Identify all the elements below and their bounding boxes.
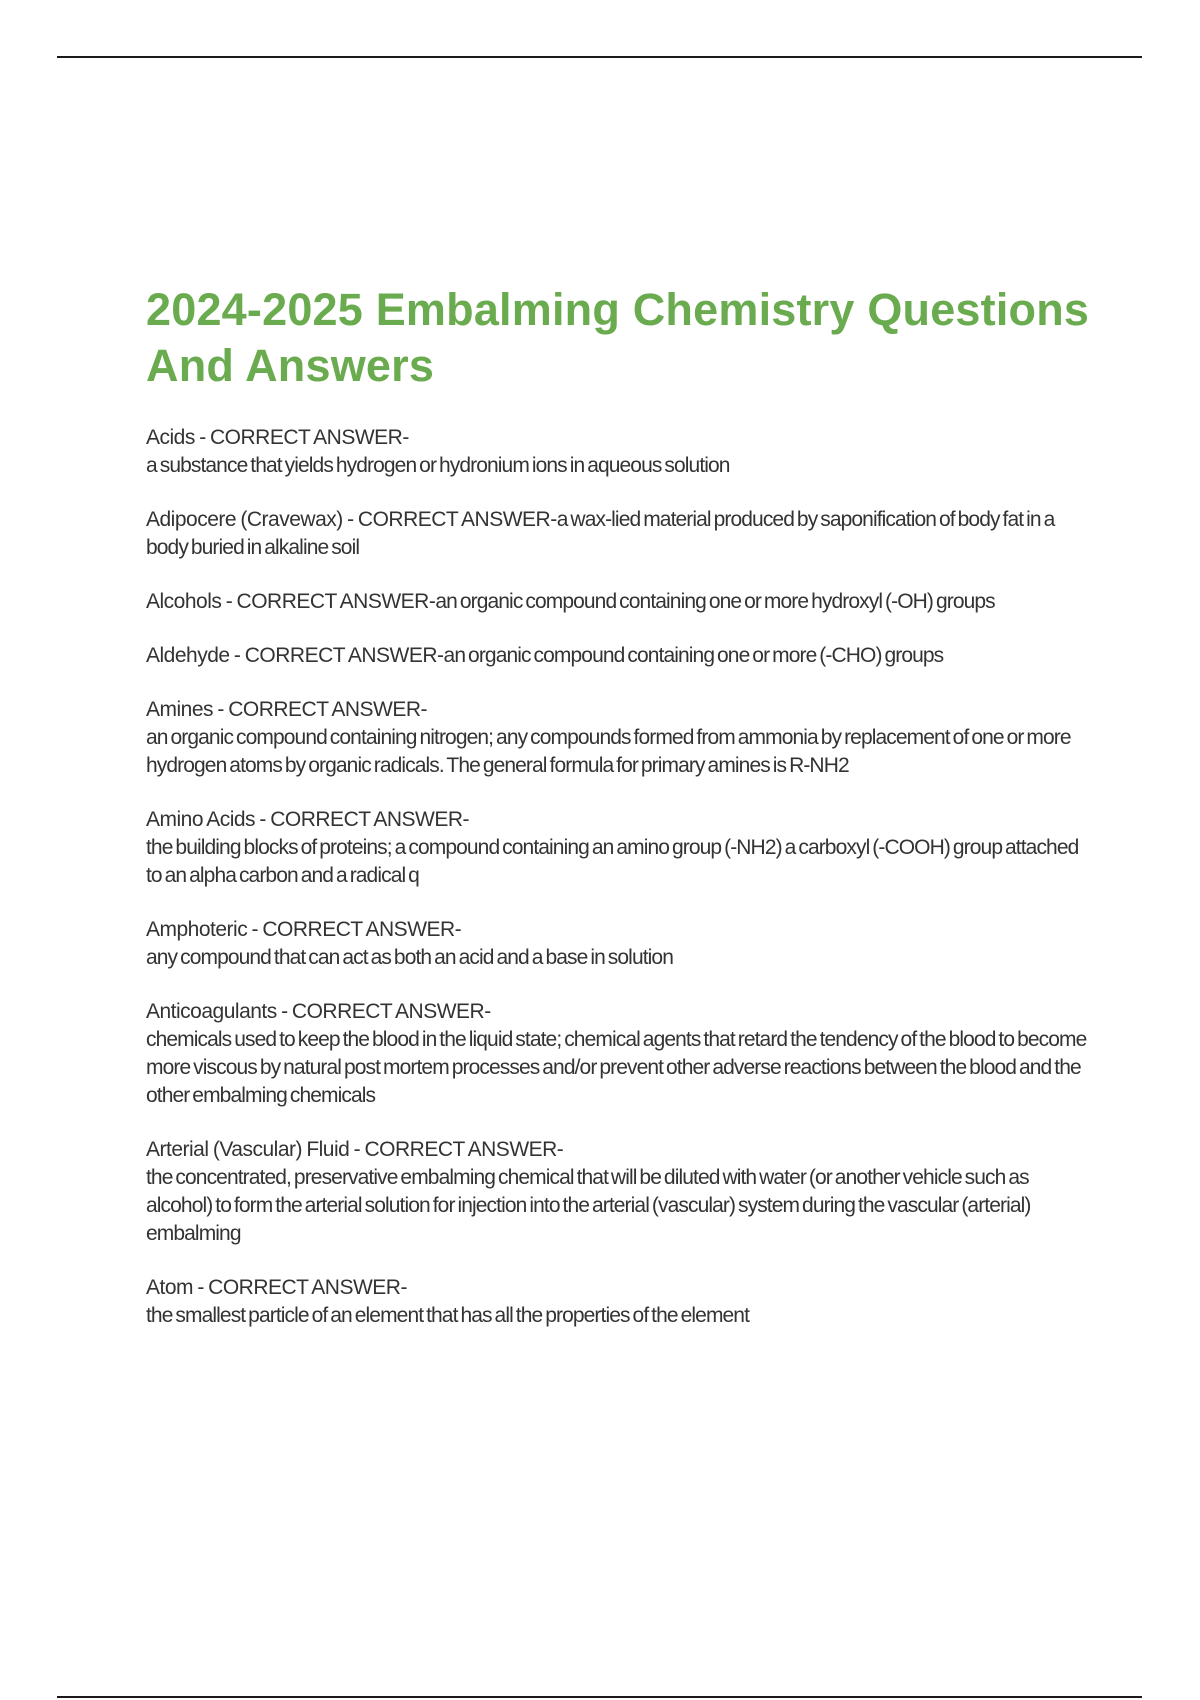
qa-entry-amines — [146, 696, 1096, 780]
document-title: 2024-2025 Embalming Chemistry Questions And Answers — [146, 284, 1090, 391]
qa-entry-acids — [146, 424, 1096, 480]
entry-separator: - CORRECT ANSWER- — [255, 808, 470, 831]
entry-separator: - CORRECT ANSWER- — [342, 508, 557, 531]
entry-separator: - CORRECT ANSWER- — [276, 1000, 491, 1023]
entry-definition: the concentrated, preservative embalming chemical that will be diluted with water (or another vehicle such as alcohol) to form the arterial solution for injection into the arterial (vascular) system during the vascular (arterial) embalming — [146, 1166, 1031, 1245]
entry-separator: - CORRECT ANSWER- — [193, 1276, 407, 1299]
entry-definition: chemicals used to keep the blood in the liquid state; chemical agents that retard the tendency of the blood to become more viscous by natural post mortem processes and/or prevent other adverse reactions between the blood and the other embalming chemicals — [146, 1028, 1087, 1107]
entry-definition: an organic compound containing one or more hydroxyl (-OH) groups — [435, 590, 995, 613]
entry-term: Alcohols — [146, 590, 222, 613]
qa-entry-anticoagulants — [146, 998, 1096, 1110]
entry-definition: an organic compound containing one or more (-CHO) groups — [443, 644, 944, 667]
entry-term: Anticoagulants — [146, 1000, 277, 1023]
qa-entry-aldehyde — [146, 642, 1096, 670]
qa-entry-adipocere — [146, 506, 1096, 562]
entry-term: Amino Acids — [146, 808, 256, 831]
entry-term: Atom — [146, 1276, 194, 1299]
header-rule — [57, 56, 1142, 58]
entry-separator: - CORRECT ANSWER- — [247, 918, 462, 941]
entry-term: Amphoteric — [146, 918, 248, 941]
entry-separator: - CORRECT ANSWER- — [221, 590, 436, 613]
qa-entry-atom — [146, 1274, 1096, 1330]
entry-term: Adipocere (Cravewax) — [146, 508, 343, 531]
entry-definition: any compound that can act as both an acid and a base in solution — [146, 946, 673, 969]
qa-entry-amino-acids — [146, 806, 1096, 890]
entry-separator: - CORRECT ANSWER- — [194, 426, 409, 449]
entry-definition: the building blocks of proteins; a compound containing an amino group (-NH2) a carboxyl (-COOH) group attached to an alpha carbon and a radical q — [146, 836, 1079, 887]
qa-entry-arterial-fluid — [146, 1136, 1096, 1248]
entry-definition: an organic compound containing nitrogen; any compounds formed from ammonia by replacement of one or more hydrogen atoms by organic radicals. The general formula for primary amines is R-NH2 — [146, 726, 1071, 777]
entry-term: Acids — [146, 426, 195, 449]
entry-term: Aldehyde — [146, 644, 230, 667]
entry-separator: - CORRECT ANSWER- — [229, 644, 444, 667]
entry-definition: a wax-lied material produced by saponification of body fat in a body buried in alkaline soil — [146, 508, 1055, 559]
entry-definition: a substance that yields hydrogen or hydronium ions in aqueous solution — [146, 454, 730, 477]
entry-term: Amines — [146, 698, 214, 721]
document-body — [146, 282, 1096, 1356]
footer-rule — [57, 1696, 1142, 1698]
entry-separator: - CORRECT ANSWER- — [349, 1138, 564, 1161]
entry-definition: the smallest particle of an element that has all the properties of the element — [146, 1304, 750, 1327]
qa-entry-amphoteric — [146, 916, 1096, 972]
entry-separator: - CORRECT ANSWER- — [213, 698, 427, 721]
qa-entry-alcohols — [146, 588, 1096, 616]
entry-term: Arterial (Vascular) Fluid — [146, 1138, 350, 1161]
